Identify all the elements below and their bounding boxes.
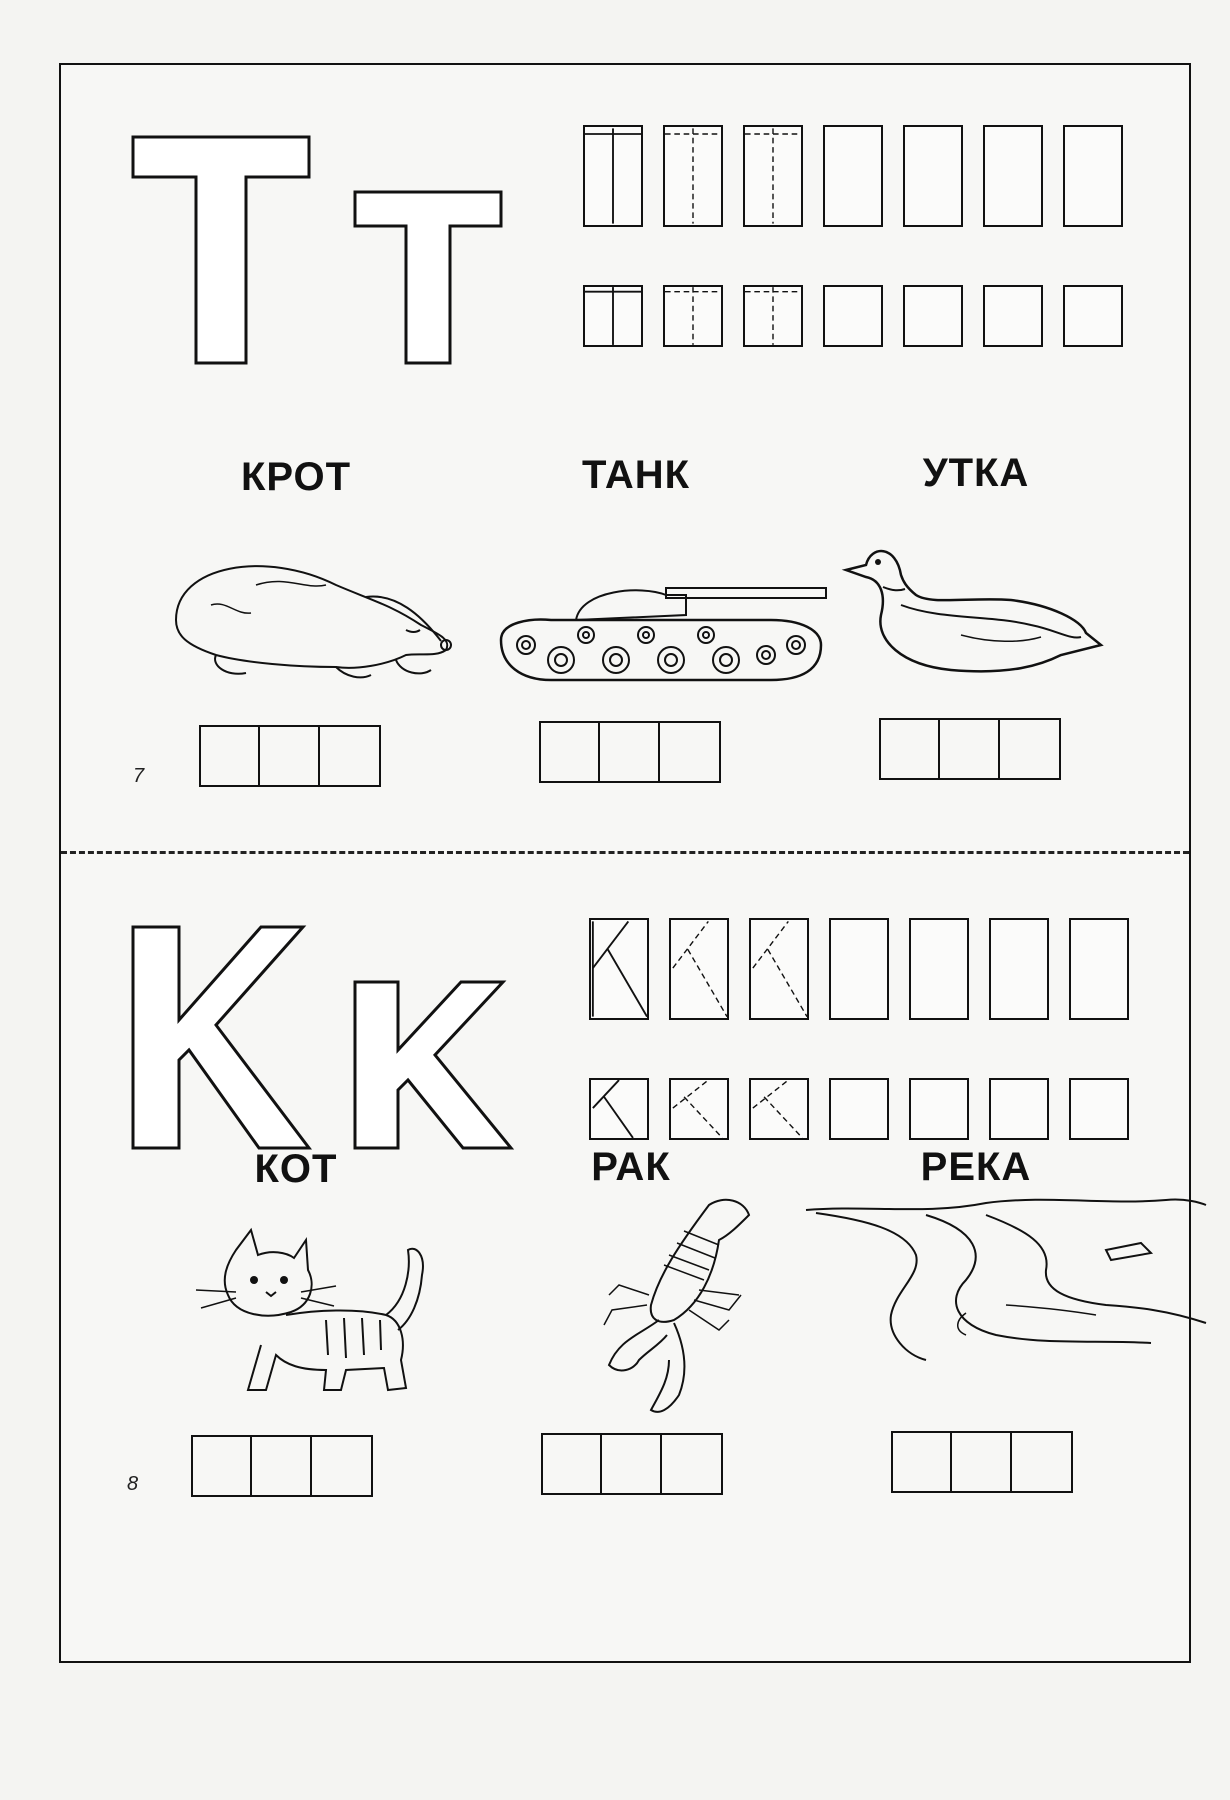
word-cat: КОТ <box>254 1147 338 1191</box>
word-tank: ТАНК <box>581 453 691 497</box>
trace-cell-dashed[interactable] <box>743 125 803 227</box>
trace-row-lower-t <box>583 285 1123 347</box>
trace-cell-empty[interactable] <box>903 285 963 347</box>
sound-cell[interactable] <box>252 1437 311 1495</box>
trace-cell-empty[interactable] <box>823 285 883 347</box>
sound-scheme-tank[interactable] <box>539 721 721 783</box>
trace-cell-dashed[interactable] <box>669 918 729 1020</box>
sound-scheme-cat[interactable] <box>191 1435 373 1497</box>
sound-scheme-river[interactable] <box>891 1431 1073 1493</box>
trace-cell-example <box>589 918 649 1020</box>
trace-cell-empty[interactable] <box>983 285 1043 347</box>
word-river: РЕКА <box>920 1145 1032 1189</box>
crayfish-picture <box>589 1195 779 1425</box>
river-picture <box>806 1195 1206 1360</box>
sound-cell[interactable] <box>893 1433 952 1491</box>
trace-cell-empty[interactable] <box>1069 1078 1129 1140</box>
sound-scheme-mole[interactable] <box>199 725 381 787</box>
sound-scheme-crayfish[interactable] <box>541 1433 723 1495</box>
trace-row-upper-t <box>583 125 1123 227</box>
trace-cell-empty[interactable] <box>903 125 963 227</box>
sound-cell[interactable] <box>602 1435 661 1493</box>
sound-cell[interactable] <box>881 720 940 778</box>
trace-cell-empty[interactable] <box>1069 918 1129 1020</box>
sound-cell[interactable] <box>940 720 999 778</box>
trace-cell-empty[interactable] <box>1063 125 1123 227</box>
word-crayfish: РАК <box>591 1145 671 1189</box>
cut-line <box>61 851 1189 854</box>
trace-cell-empty[interactable] <box>829 918 889 1020</box>
sound-cell[interactable] <box>543 1435 602 1493</box>
sound-cell[interactable] <box>320 727 379 785</box>
letter-k-lower-outline <box>353 980 513 1150</box>
trace-cell-empty[interactable] <box>829 1078 889 1140</box>
cat-picture <box>176 1230 436 1400</box>
sound-cell[interactable] <box>312 1437 371 1495</box>
trace-cell-empty[interactable] <box>983 125 1043 227</box>
sound-cell[interactable] <box>952 1433 1011 1491</box>
trace-row-lower-k <box>589 1078 1129 1140</box>
trace-cell-empty[interactable] <box>1063 285 1123 347</box>
trace-cell-dashed[interactable] <box>669 1078 729 1140</box>
trace-cell-example <box>589 1078 649 1140</box>
sound-cell[interactable] <box>260 727 319 785</box>
letter-t-lower-outline <box>353 190 503 365</box>
page-number: 7 <box>133 765 145 787</box>
page-number: 8 <box>127 1473 139 1495</box>
sound-cell[interactable] <box>201 727 260 785</box>
tank-picture <box>491 560 841 690</box>
letter-t-upper-outline <box>131 135 311 365</box>
mole-picture <box>156 545 456 685</box>
sound-cell[interactable] <box>1012 1433 1071 1491</box>
worksheet-page <box>59 63 1191 1663</box>
trace-cell-example <box>583 285 643 347</box>
sound-cell[interactable] <box>1000 720 1059 778</box>
word-duck: УТКА <box>922 451 1030 495</box>
trace-cell-dashed[interactable] <box>749 1078 809 1140</box>
sound-cell[interactable] <box>193 1437 252 1495</box>
trace-row-upper-k <box>589 918 1129 1020</box>
trace-cell-empty[interactable] <box>989 1078 1049 1140</box>
letter-k-upper-outline <box>131 925 311 1150</box>
sound-scheme-duck[interactable] <box>879 718 1061 780</box>
trace-cell-dashed[interactable] <box>743 285 803 347</box>
trace-cell-empty[interactable] <box>909 918 969 1020</box>
trace-cell-dashed[interactable] <box>749 918 809 1020</box>
trace-cell-example <box>583 125 643 227</box>
sound-cell[interactable] <box>660 723 719 781</box>
duck-picture <box>841 525 1191 675</box>
sound-cell[interactable] <box>662 1435 721 1493</box>
trace-cell-dashed[interactable] <box>663 285 723 347</box>
trace-cell-dashed[interactable] <box>663 125 723 227</box>
sound-cell[interactable] <box>600 723 659 781</box>
trace-cell-empty[interactable] <box>823 125 883 227</box>
word-mole: КРОТ <box>240 455 352 499</box>
sound-cell[interactable] <box>541 723 600 781</box>
letter-k-section <box>61 855 1189 1665</box>
trace-cell-empty[interactable] <box>989 918 1049 1020</box>
letter-t-section <box>61 65 1189 851</box>
trace-cell-empty[interactable] <box>909 1078 969 1140</box>
